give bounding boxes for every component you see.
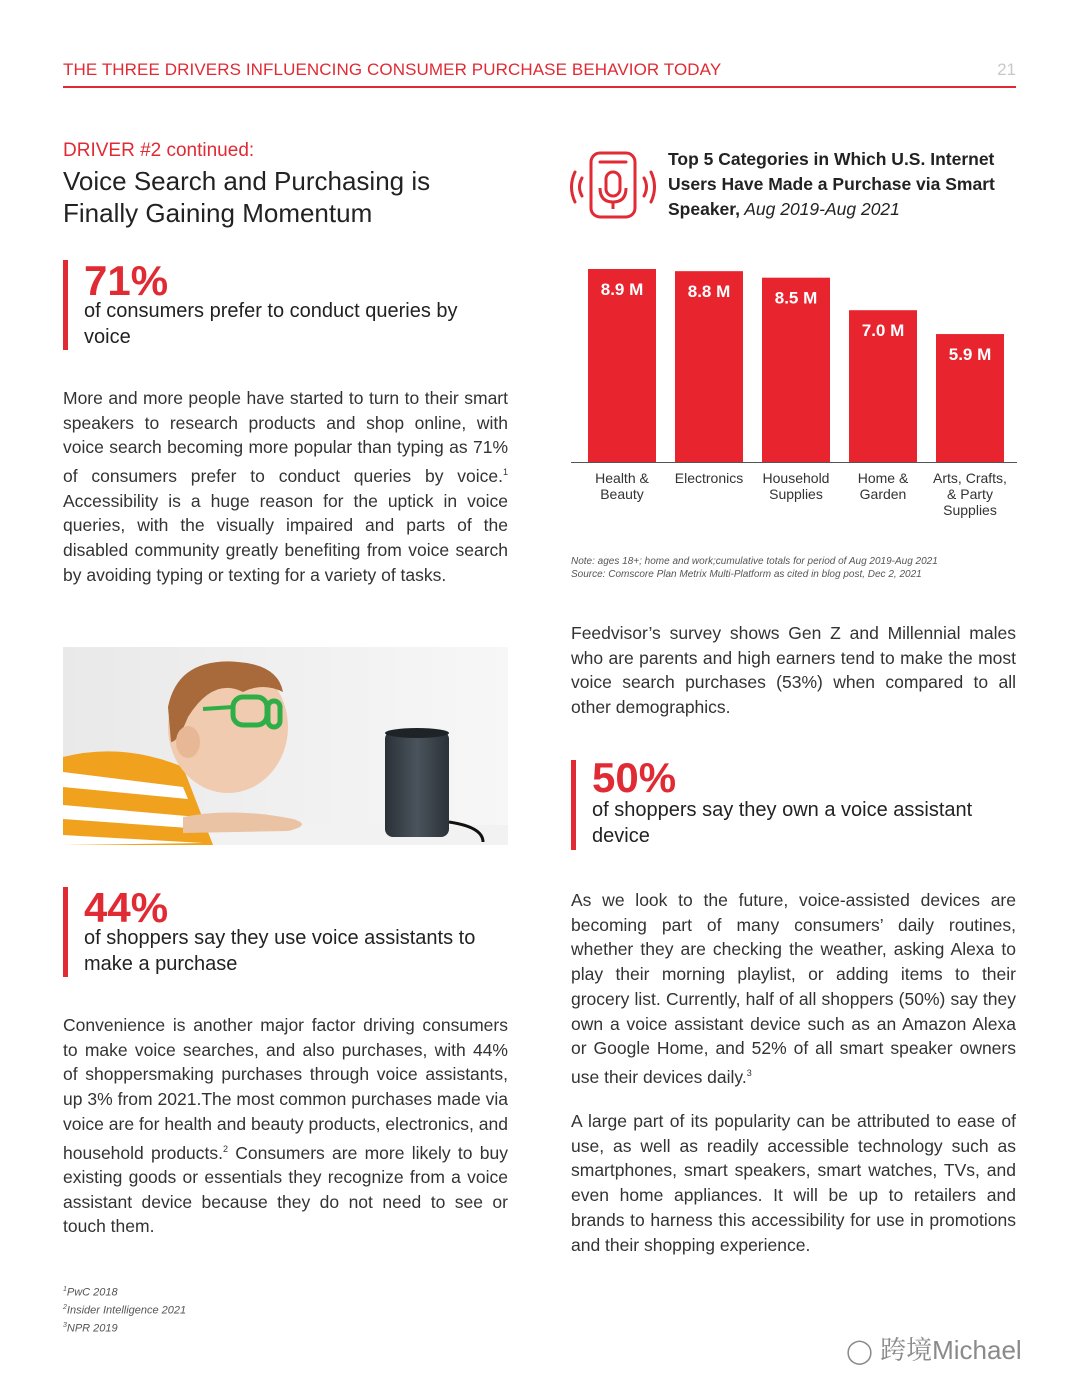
stat-50 bbox=[571, 754, 1016, 852]
footnote-3: $^3$NPR 2019 bbox=[63, 1322, 118, 1335]
stat-accent-bar bbox=[63, 887, 68, 977]
category-label: Supplies bbox=[943, 502, 997, 518]
category-label: Health & bbox=[595, 470, 649, 486]
photo-child-with-smart-speaker bbox=[63, 647, 508, 845]
stat-44 bbox=[63, 884, 508, 979]
stat-71 bbox=[63, 257, 508, 352]
wechat-watermark bbox=[846, 1330, 1022, 1367]
category-label: Supplies bbox=[769, 486, 823, 502]
running-header: THE THREE DRIVERS INFLUENCING CONSUMER PURCHASE BEHAVIOR TODAY bbox=[63, 60, 722, 79]
smart-speaker-icon bbox=[570, 150, 656, 222]
category-label: Garden bbox=[859, 486, 907, 502]
category-label: Arts, Crafts, bbox=[933, 470, 1007, 486]
bar-chart bbox=[570, 262, 1020, 532]
body-paragraph-2 bbox=[63, 1013, 508, 1239]
chart-title-date: Aug 2019-Aug 2021 bbox=[740, 199, 900, 219]
stat-accent-bar bbox=[63, 260, 68, 350]
category-label: Home & bbox=[857, 470, 909, 486]
watermark-text: 跨境Michael bbox=[880, 1335, 1022, 1365]
bar-chart-svg bbox=[570, 262, 1020, 532]
footnote-ref: 2 bbox=[223, 1143, 229, 1154]
para2-text: Convenience is another major factor driving consumers to make voice searches, and also purchases, with 44% of shoppersmaking purchases through voice assistants, up 3% from 2021.The most common purchases made via voice are for health and beauty products, electronics, and household products. bbox=[63, 1015, 508, 1163]
page-number: 21 bbox=[997, 60, 1016, 79]
body-paragraph-4 bbox=[571, 888, 1016, 1089]
driver-label: DRIVER #2 continued: bbox=[63, 140, 255, 161]
stat-text: of consumers prefer to conduct queries by voice bbox=[84, 300, 458, 348]
footnote-2: $^2$Insider Intelligence 2021 bbox=[63, 1304, 187, 1317]
body-paragraph-3: Feedvisor’s survey shows Gen Z and Millennial males who are parents and high earners tend to make the most voice search purchases (53%) when compared to all other demographics. bbox=[571, 623, 1016, 718]
bar-value-label: 5.9 M bbox=[948, 345, 992, 365]
stat-value: 71% bbox=[84, 257, 169, 304]
wechat-icon: ◯ bbox=[846, 1338, 873, 1365]
para2-tail: Consumers are more likely to buy existing goods or essentials they recognize from a voice assistant device because they do not need to see or touch them. bbox=[63, 1142, 508, 1237]
chart-note bbox=[571, 556, 938, 581]
category-label: Beauty bbox=[600, 486, 644, 502]
footnote-1: $^1$PwC 2018 bbox=[63, 1286, 118, 1299]
body-paragraph-1 bbox=[63, 386, 508, 587]
bar-value-label: 8.5 M bbox=[774, 288, 818, 308]
stat-text: of shoppers say they own a voice assistant device bbox=[592, 799, 973, 847]
stat-text: of shoppers say they use voice assistants to make a purchase bbox=[84, 927, 476, 975]
footnote-ref: 1 bbox=[502, 467, 508, 478]
body-paragraph-5: A large part of its popularity can be attributed to ease of use, as well as readily accessible technology such as smartphones, smart speakers, smart watches, TVs, and even home appliances. It will be up to retailers and brands to harness this accessibility for use in promotions and their shopping experience. bbox=[571, 1111, 1016, 1255]
para1-text: More and more people have started to turn to their smart speakers to research products and shop online, with voice search becoming more popular than typing as 71% of consumers prefer to conduct queries by voice. bbox=[63, 388, 508, 486]
bar-value-label: 7.0 M bbox=[861, 321, 905, 341]
chart-title bbox=[668, 147, 1028, 222]
section-headline: Voice Search and Purchasing is Finally Gaining Momentum bbox=[63, 166, 431, 228]
header-rule bbox=[63, 86, 1016, 88]
chart-title-main: Top 5 Categories in Which U.S. Internet Users Have Made a Purchase via Smart Speaker, bbox=[668, 149, 995, 219]
stat-value: 44% bbox=[84, 884, 169, 931]
stat-value: 50% bbox=[592, 754, 677, 801]
chart-source-line: Source: Comscore Plan Metrix Multi-Platform as cited in blog post, Dec 2, 2021 bbox=[571, 568, 922, 580]
category-label: Household bbox=[762, 470, 830, 486]
photo-illustration bbox=[63, 647, 508, 845]
chart-note-line: Note: ages 18+; home and work;cumulative totals for period of Aug 2019-Aug 2021 bbox=[571, 556, 938, 567]
category-label: & Party bbox=[947, 486, 993, 502]
stat-accent-bar bbox=[571, 760, 576, 850]
para1-tail: Accessibility is a huge reason for the uptick in voice queries, with the visually impaired and parts of the disabled community greatly benefiting from voice search by avoiding typing or texting for a variety of tasks. bbox=[63, 490, 508, 585]
footnote-ref: 3 bbox=[746, 1067, 752, 1078]
bar-value-label: 8.8 M bbox=[687, 282, 731, 302]
category-label: Electronics bbox=[674, 470, 744, 486]
para4-text: As we look to the future, voice-assisted devices are becoming part of many consumers’ daily routines, whether they are checking the weather, asking Alexa to play their morning playlist, or adding items to their grocery list. Currently, half of all shoppers (50%) say they own a voice assistant device such as an Amazon Alexa or Google Home, and 52% of all smart speaker owners use their devices daily. bbox=[571, 890, 1016, 1087]
bar-value-label: 8.9 M bbox=[600, 280, 644, 299]
